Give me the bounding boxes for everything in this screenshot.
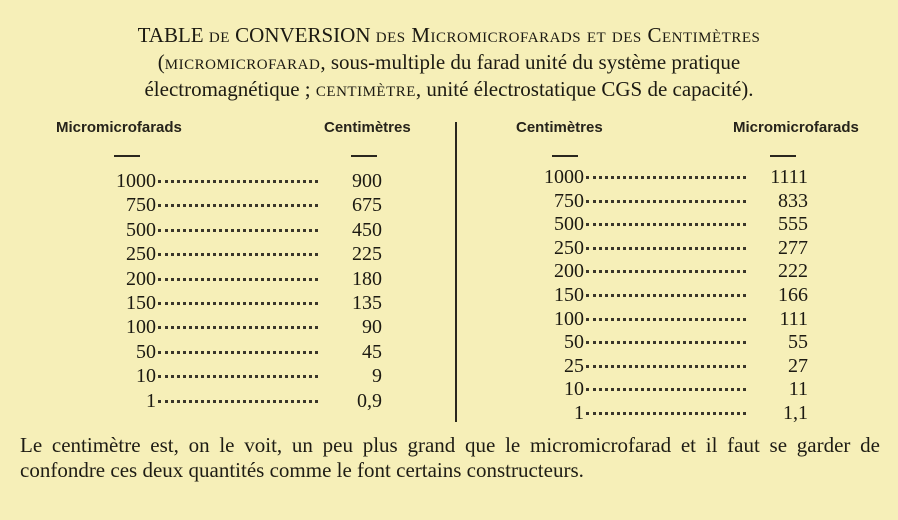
- title-paren-open: (: [157, 50, 165, 74]
- row-value: 225: [352, 243, 382, 266]
- table-title: [0, 22, 898, 103]
- row-value: 111: [779, 307, 808, 330]
- table-row: [0, 190, 898, 214]
- title-line-1: [0, 22, 898, 49]
- table-row: [0, 237, 898, 261]
- leader-dots: [586, 412, 746, 415]
- row-value: 1,1: [783, 402, 808, 424]
- left-key-rule: [114, 155, 140, 157]
- row-key: 10: [136, 365, 156, 388]
- table-row: [0, 331, 898, 355]
- title-micromicrofarad-term: micromicrofarad: [164, 50, 321, 74]
- row-value: 675: [352, 194, 382, 217]
- row-key: 150: [554, 284, 584, 306]
- row-key: 1: [146, 389, 156, 412]
- title-table-word: TABLE: [137, 23, 204, 47]
- row-key: 100: [126, 316, 156, 339]
- row-value: 166: [778, 284, 808, 306]
- row-key: 1: [574, 402, 584, 424]
- row-value: 1111: [770, 166, 808, 188]
- title-centimetre-term: centimètre: [315, 77, 416, 101]
- row-key: 750: [126, 194, 156, 217]
- row-key: 200: [554, 260, 584, 283]
- row-key: 50: [564, 331, 584, 354]
- left-value-rule: [351, 155, 377, 157]
- row-key: 100: [554, 307, 584, 330]
- leader-dots: [586, 294, 746, 297]
- row-key: 50: [136, 340, 156, 363]
- title-line-3: [0, 76, 898, 103]
- table-row: [0, 260, 898, 284]
- leader-dots: [586, 270, 746, 273]
- row-key: 750: [554, 189, 584, 212]
- right-key-rule: [552, 155, 578, 157]
- row-key: 250: [554, 236, 584, 259]
- row-value: 900: [352, 170, 382, 192]
- left-header-key: Micromicrofarads: [56, 119, 182, 136]
- row-key: 25: [564, 354, 584, 377]
- table-row: [0, 213, 898, 237]
- row-value: 0,9: [357, 389, 382, 412]
- row-value: 11: [788, 378, 808, 401]
- leader-dots: [586, 223, 746, 226]
- title-de-word: de: [208, 23, 230, 47]
- table-row: [0, 402, 898, 426]
- leader-dots: [586, 341, 746, 344]
- row-value: 180: [352, 267, 382, 290]
- leader-dots: [586, 200, 746, 203]
- title-line-3-start: électromagnétique ;: [144, 77, 311, 101]
- row-value: 9: [372, 365, 382, 388]
- row-key: 1000: [116, 170, 156, 192]
- row-value: 222: [778, 260, 808, 283]
- title-line-3-end: , unité électrostatique CGS de capacité).: [415, 77, 754, 101]
- row-value: 135: [352, 292, 382, 314]
- row-key: 150: [126, 292, 156, 314]
- table-row: [0, 378, 898, 402]
- row-key: 500: [126, 218, 156, 241]
- right-header-value: Micromicrofarads: [733, 119, 859, 136]
- row-value: 277: [778, 236, 808, 259]
- row-key: 250: [126, 243, 156, 266]
- row-value: 27: [788, 354, 808, 377]
- row-value: 450: [352, 218, 382, 241]
- leader-dots: [586, 388, 746, 391]
- title-conversion-word: CONVERSION: [235, 23, 371, 47]
- row-value: 90: [362, 316, 382, 339]
- title-units-text: des Micromicrofarads et des Centimètres: [375, 23, 761, 47]
- row-value: 55: [788, 331, 808, 354]
- left-header-value: Centimètres: [324, 119, 411, 136]
- row-value: 45: [362, 340, 382, 363]
- right-value-rule: [770, 155, 796, 157]
- leader-dots: [586, 247, 746, 250]
- right-header-key: Centimètres: [516, 119, 603, 136]
- table-row: [0, 284, 898, 308]
- table-row: [0, 308, 898, 332]
- row-key: 200: [126, 267, 156, 290]
- leader-dots: [586, 365, 746, 368]
- footer-note: Le centimètre est, on le voit, un peu plus grand que le micromicrofarad et il faut se garder de confondre ces deux quantités comme le font certains constructeurs.: [20, 433, 880, 482]
- row-key: 10: [564, 378, 584, 401]
- table-row: [0, 355, 898, 379]
- title-line-2: [0, 49, 898, 76]
- leader-dots: [586, 176, 746, 179]
- row-value: 833: [778, 189, 808, 212]
- row-key: 1000: [544, 166, 584, 188]
- title-line-2-text: , sous-multiple du farad unité du système pratique: [320, 50, 741, 74]
- row-key: 500: [554, 213, 584, 236]
- table-row: [0, 166, 898, 190]
- row-value: 555: [778, 213, 808, 236]
- leader-dots: [586, 318, 746, 321]
